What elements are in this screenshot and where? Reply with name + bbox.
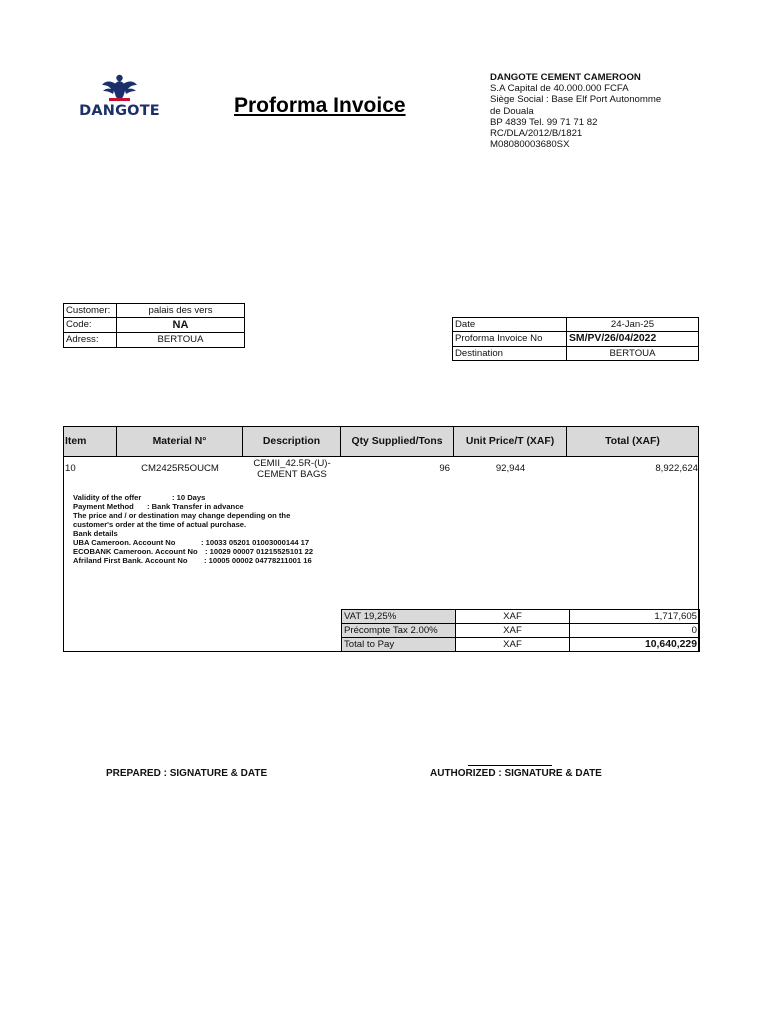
logo-text: DANGOTE	[79, 103, 160, 119]
notice-line: The price and / or destination may change depending on the	[73, 511, 291, 520]
row-unit-price: 92,944	[495, 463, 526, 474]
row-material: CM2425R5OUCM	[141, 463, 219, 474]
precompte-amount: 0	[570, 624, 700, 638]
company-line: de Douala	[490, 105, 534, 117]
bank-heading: Bank details	[73, 529, 118, 538]
destination-label: Destination	[453, 347, 567, 361]
company-name: DANGOTE CEMENT CAMEROON	[490, 72, 641, 83]
company-line: Siège Social : Base Elf Port Autonomme	[490, 94, 662, 106]
company-info	[490, 72, 661, 150]
row-item: 10	[65, 463, 76, 474]
validity-value: : 10 Days	[172, 493, 206, 502]
total-to-pay-label: Total to Pay	[342, 638, 456, 652]
authorized-signature-label: AUTHORIZED : SIGNATURE & DATE	[430, 768, 602, 779]
precompte-currency: XAF	[456, 624, 570, 638]
row-qty: 96	[439, 463, 450, 474]
invoice-number-label: Proforma Invoice No	[453, 332, 567, 347]
dangote-logo	[72, 72, 167, 124]
address-value: BERTOUA	[117, 333, 245, 348]
description-line-2: CEMENT BAGS	[257, 469, 327, 480]
precompte-label: Précompte Tax 2.00%	[342, 624, 456, 638]
column-header-qty: Qty Supplied/Tons	[341, 427, 454, 457]
company-line: RC/DLA/2012/B/1821	[490, 128, 583, 140]
column-header-total: Total (XAF)	[567, 427, 698, 457]
row-description	[243, 458, 341, 480]
totals-table	[341, 609, 700, 652]
column-header-unit-price: Unit Price/T (XAF)	[454, 427, 567, 457]
column-header-item: Item	[64, 427, 117, 457]
company-line: M08080003680SX	[490, 139, 570, 151]
eagle-emblem-icon	[72, 72, 167, 102]
row-total: 8,922,624	[655, 463, 698, 474]
date-value: 24-Jan-25	[567, 318, 699, 332]
signature-line	[468, 765, 552, 766]
bank-name: UBA Cameroon. Account No	[73, 538, 176, 547]
page-title: Proforma Invoice	[234, 94, 406, 117]
description-line-1: CEMII_42.5R-(U)-	[253, 458, 331, 469]
customer-value: palais des vers	[117, 304, 245, 318]
bank-name: Afriland First Bank. Account No	[73, 556, 188, 565]
invoice-info-table	[452, 317, 699, 361]
column-header-material: Material N°	[117, 427, 243, 457]
validity-label: Validity of the offer	[73, 493, 142, 502]
destination-value: BERTOUA	[567, 347, 699, 361]
customer-label: Customer:	[64, 304, 117, 318]
bank-account: : 10029 00007 01215525101 22	[205, 547, 314, 556]
bank-account: : 10005 00002 04778211001 16	[204, 556, 312, 565]
company-line: S.A Capital de 40.000.000 FCFA	[490, 83, 629, 95]
notice-line: customer's order at the time of actual purchase.	[73, 520, 247, 529]
customer-table	[63, 303, 245, 348]
bank-name: ECOBANK Cameroon. Account No	[73, 547, 198, 556]
company-line: BP 4839 Tel. 99 71 71 82	[490, 116, 598, 128]
total-to-pay-amount: 10,640,229	[570, 638, 700, 652]
payment-label: Payment Method	[73, 502, 134, 511]
items-table	[63, 426, 699, 652]
date-label: Date	[453, 318, 567, 332]
prepared-signature-label: PREPARED : SIGNATURE & DATE	[106, 768, 268, 779]
vat-currency: XAF	[456, 610, 570, 624]
bank-account: : 10033 05201 01003000144 17	[201, 538, 310, 547]
vat-label: VAT 19,25%	[342, 610, 456, 624]
address-label: Adress:	[64, 333, 117, 348]
invoice-number-value: SM/PV/26/04/2022	[567, 332, 699, 347]
column-header-description: Description	[243, 427, 341, 457]
code-label: Code:	[64, 318, 117, 333]
total-to-pay-currency: XAF	[456, 638, 570, 652]
payment-value: : Bank Transfer in advance	[147, 502, 244, 511]
code-value: NA	[117, 318, 245, 333]
vat-amount: 1,717,605	[570, 610, 700, 624]
